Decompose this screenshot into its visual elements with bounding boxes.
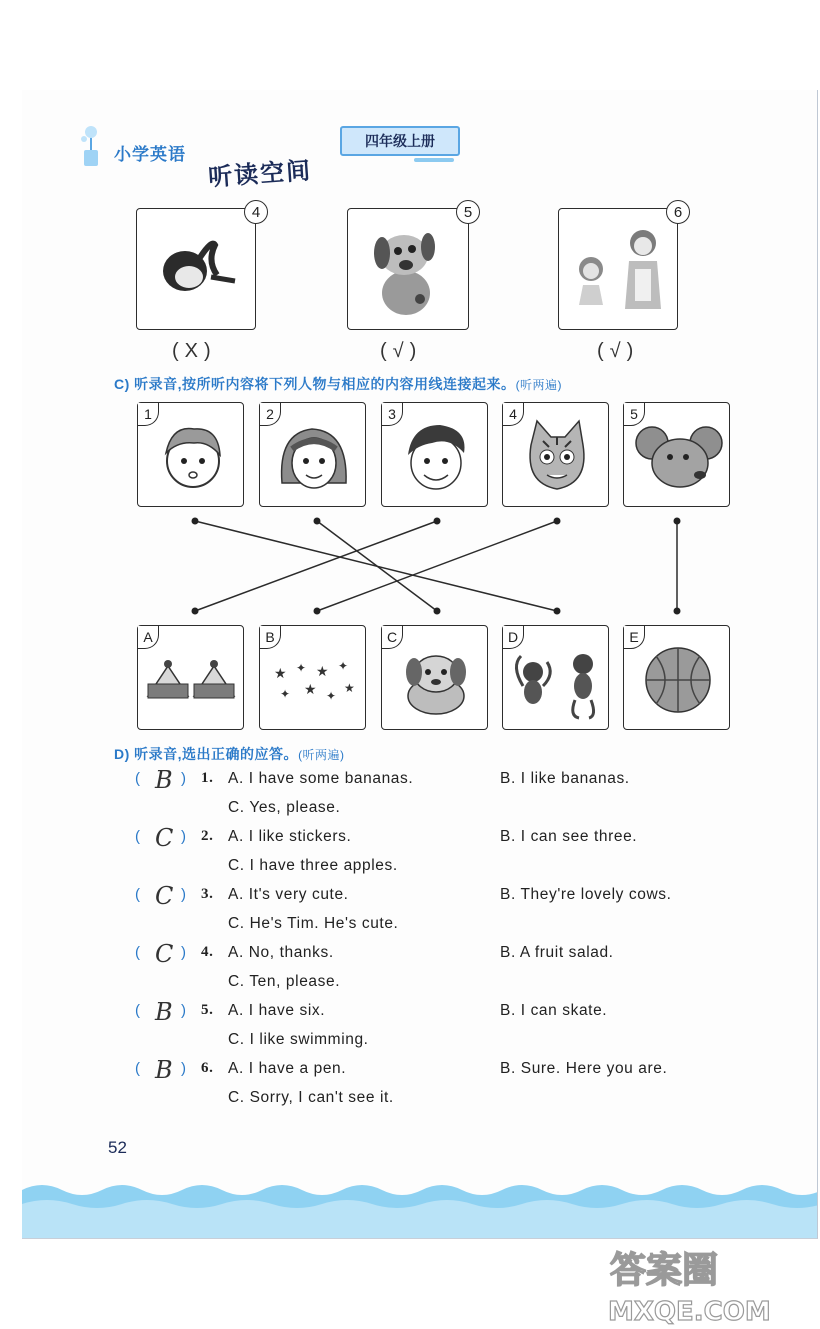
picture-box-6 [558, 208, 678, 330]
picture-number-6: 6 [666, 200, 690, 224]
question-5-option-a: A. I have six. [228, 1002, 326, 1019]
answer-paren-left: ( [135, 1002, 141, 1019]
watermark-logo [600, 1240, 815, 1326]
answer-mark-6: (√) [597, 340, 640, 362]
svg-text:✦: ✦ [296, 661, 307, 675]
picture-box-5 [347, 208, 469, 330]
question-4-answer: C [155, 940, 174, 968]
answer-mark-5-value: √ [392, 340, 410, 362]
question-2-option-c: C. I have three apples. [228, 857, 398, 874]
answer-mark-4-value: X [184, 340, 205, 362]
answer-paren-right: ) [181, 770, 187, 787]
person-label-2: 2 [260, 403, 281, 426]
part-d-title [114, 744, 345, 764]
dot-b [314, 608, 321, 615]
person-box-1 [137, 402, 244, 507]
dog-icon [348, 209, 468, 329]
question-5 [135, 998, 775, 1060]
answer-paren-left: ( [135, 1060, 141, 1077]
svg-text:✦: ✦ [326, 689, 337, 703]
part-d-instruction: D) 听录音,选出正确的应答。 [114, 746, 299, 762]
question-5-answer: B [155, 998, 174, 1026]
thing-box-b [259, 625, 366, 730]
question-6-answer: B [155, 1056, 174, 1084]
answer-mark-4: (X) [172, 340, 217, 362]
flower-pot-icon [80, 124, 102, 168]
dot-3 [434, 518, 441, 525]
line-3-to-a [195, 521, 437, 611]
question-2-answer: C [155, 824, 174, 852]
answer-paren-right: ) [181, 828, 187, 845]
question-1-answer: B [155, 766, 174, 794]
question-1-option-c: C. Yes, please. [228, 799, 341, 816]
question-5-option-b: B. I can skate. [500, 1002, 608, 1019]
question-3 [135, 882, 775, 944]
question-4 [135, 940, 775, 1002]
mother-and-girl-icon [559, 209, 677, 329]
question-5-option-c: C. I like swimming. [228, 1031, 369, 1048]
answer-paren-right: ) [181, 1002, 187, 1019]
dot-4 [554, 518, 561, 525]
dot-1 [192, 518, 199, 525]
thing-label-c: C [382, 626, 403, 649]
person-label-5: 5 [624, 403, 645, 426]
thing-box-e [623, 625, 730, 730]
dot-5 [674, 518, 681, 525]
answer-paren-left: ( [135, 770, 141, 787]
svg-text:✦: ✦ [338, 659, 349, 673]
person-box-5 [623, 402, 730, 507]
question-3-answer: C [155, 882, 174, 910]
svg-text:★: ★ [304, 681, 317, 697]
picture-number-4: 4 [244, 200, 268, 224]
thing-box-d [502, 625, 609, 730]
answer-paren-left: ( [135, 886, 141, 903]
question-3-option-c: C. He's Tim. He's cute. [228, 915, 399, 932]
series-title: 小学英语 [114, 145, 186, 164]
thing-box-c [381, 625, 488, 730]
svg-text:★: ★ [316, 663, 329, 679]
answer-paren-right: ) [181, 1060, 187, 1077]
question-6-number: 6. [201, 1060, 214, 1076]
question-2-option-b: B. I can see three. [500, 828, 638, 845]
person-box-3 [381, 402, 488, 507]
question-4-option-a: A. No, thanks. [228, 944, 334, 961]
dot-e [674, 608, 681, 615]
page-number: 52 [108, 1138, 127, 1157]
part-c-note: (听两遍) [515, 378, 563, 392]
answer-mark-5: (√) [380, 340, 423, 362]
footer-wave [22, 1170, 817, 1238]
question-1-option-a: A. I have some bananas. [228, 770, 414, 787]
question-5-number: 5. [201, 1002, 214, 1018]
part-d-note: (听两遍) [298, 748, 345, 762]
question-3-option-a: A. It's very cute. [228, 886, 349, 903]
question-3-option-b: B. They're lovely cows. [500, 886, 672, 903]
grade-tag: 四年级上册 [340, 126, 460, 156]
answer-paren-left: ( [135, 944, 141, 961]
question-2-number: 2. [201, 828, 214, 844]
question-4-option-b: B. A fruit salad. [500, 944, 614, 961]
question-6-option-a: A. I have a pen. [228, 1060, 347, 1077]
answer-paren-right: ) [181, 944, 187, 961]
person-box-4 [502, 402, 609, 507]
question-6 [135, 1056, 775, 1118]
question-1-option-b: B. I like bananas. [500, 770, 630, 787]
watermark-logo-text: 答案圈 [610, 1250, 719, 1291]
svg-text:✦: ✦ [280, 687, 291, 701]
watermark-url-text: MXQE.COM [608, 1297, 771, 1326]
child-crawling-icon [137, 209, 255, 329]
workbook-page [22, 90, 818, 1239]
picture-number-5: 5 [456, 200, 480, 224]
dot-2 [314, 518, 321, 525]
thing-label-d: D [503, 626, 524, 649]
person-label-3: 3 [382, 403, 403, 426]
thing-label-b: B [260, 626, 281, 649]
question-6-option-b: B. Sure. Here you are. [500, 1060, 668, 1077]
grade-underline [414, 158, 454, 162]
svg-text:★: ★ [344, 681, 355, 695]
person-box-2 [259, 402, 366, 507]
dot-d [554, 608, 561, 615]
question-1-number: 1. [201, 770, 214, 786]
question-2-option-a: A. I like stickers. [228, 828, 352, 845]
answer-paren-right: ) [181, 886, 187, 903]
thing-box-a [137, 625, 244, 730]
answer-paren-left: ( [135, 828, 141, 845]
svg-text:★: ★ [274, 665, 287, 681]
question-4-option-c: C. Ten, please. [228, 973, 341, 990]
part-c-title [114, 374, 562, 394]
question-2 [135, 824, 775, 886]
line-2-to-c [317, 521, 437, 611]
answer-mark-6-value: √ [609, 340, 627, 362]
line-1-to-d [195, 521, 557, 611]
question-6-option-c: C. Sorry, I can't see it. [228, 1089, 394, 1106]
picture-box-4 [136, 208, 256, 330]
thing-label-e: E [624, 626, 645, 649]
thing-label-a: A [138, 626, 159, 649]
part-c-instruction: C) 听录音,按所听内容将下列人物与相应的内容用线连接起来。 [114, 376, 516, 392]
person-label-4: 4 [503, 403, 524, 426]
question-4-number: 4. [201, 944, 214, 960]
question-3-number: 3. [201, 886, 214, 902]
dot-c [434, 608, 441, 615]
dot-a [192, 608, 199, 615]
line-4-to-b [317, 521, 557, 611]
book-title: 听读空间 [207, 157, 314, 192]
question-1 [135, 766, 775, 828]
person-label-1: 1 [138, 403, 159, 426]
